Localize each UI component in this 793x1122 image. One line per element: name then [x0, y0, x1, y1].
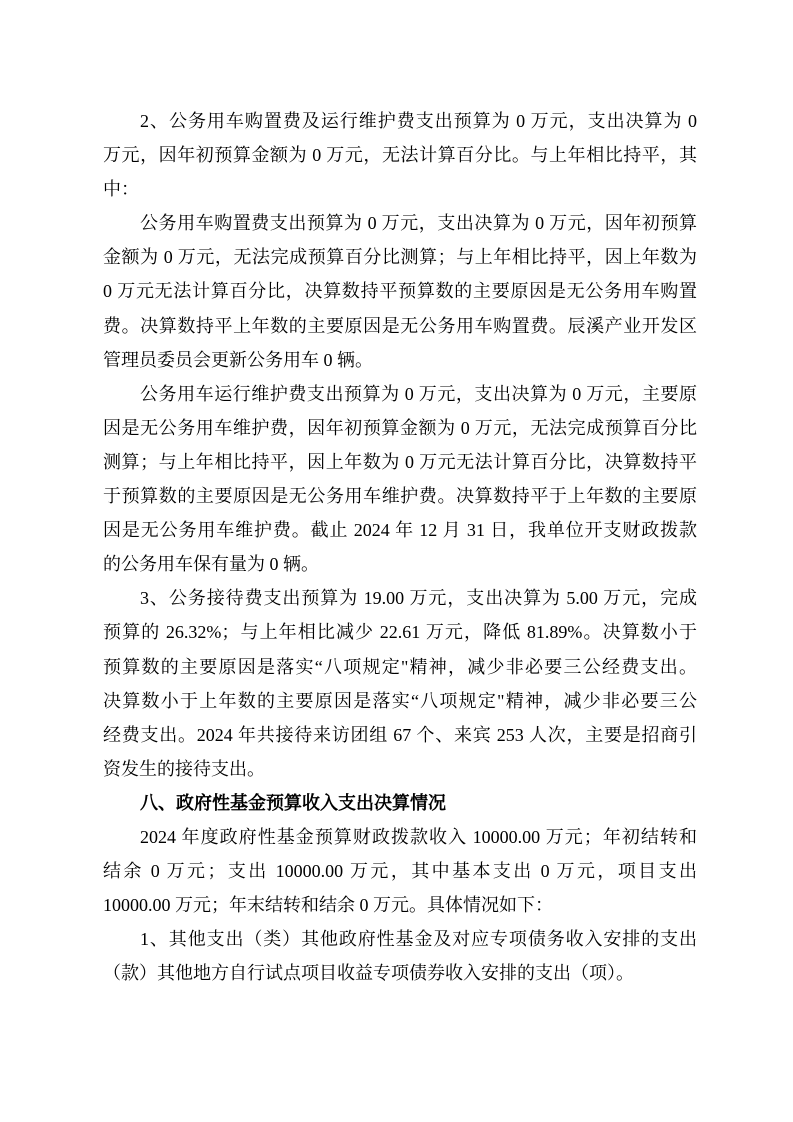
- text-line: 金额为 0 万元，无法完成预算百分比测算；与上年相比持平，因上年数为: [103, 247, 697, 268]
- paragraph-gov-fund-summary: [103, 820, 697, 922]
- paragraph-vehicle-purchase: [103, 206, 697, 376]
- text-line: 管理员委员会更新公务用车 0 辆。: [103, 349, 373, 370]
- text-line: 2、公务用车购置费及运行维护费支出预算为 0 万元，支出决算为 0: [140, 111, 697, 131]
- text-line: 结余 0 万元；支出 10000.00 万元，其中基本支出 0 万元，项目支出: [103, 861, 697, 882]
- text-line: 3、公务接待费支出预算为 19.00 万元，支出决算为 5.00 万元，完成: [140, 588, 697, 609]
- document-body: [103, 104, 697, 990]
- text-line: 的公务用车保有量为 0 辆。: [103, 554, 319, 575]
- text-line: 资发生的接待支出。: [103, 758, 265, 779]
- text-line: 0 万元无法计算百分比，决算数持平预算数的主要原因是无公务用车购置: [103, 281, 697, 302]
- text-line: 预算数的主要原因是落实“八项规定"精神，减少非必要三公经费支出。: [103, 656, 697, 677]
- paragraph-item-1: [103, 922, 697, 990]
- section-heading: 八、政府性基金预算收入支出决算情况: [140, 792, 446, 813]
- text-line: 10000.00 万元；年末结转和结余 0 万元。具体情况如下：: [103, 895, 553, 916]
- text-line: 决算数小于上年数的主要原因是落实“八项规定"精神，减少非必要三公: [103, 690, 697, 711]
- text-line: 2024 年度政府性基金预算财政拨款收入 10000.00 万元；年初结转和: [140, 826, 697, 847]
- text-line: 预算的 26.32%；与上年相比减少 22.61 万元，降低 81.89%。决算数小于: [103, 622, 697, 643]
- text-line: 万元，因年初预算金额为 0 万元，无法计算百分比。与上年相比持平，其: [103, 145, 697, 166]
- text-line: 于预算数的主要原因是无公务用车维护费。决算数持平于上年数的主要原: [103, 486, 697, 507]
- text-line: 公务用车购置费支出预算为 0 万元，支出决算为 0 万元，因年初预算: [140, 213, 697, 234]
- paragraph-reception-expenses: [103, 581, 697, 786]
- paragraph-vehicle-expenses: [103, 104, 697, 206]
- text-line: 因是无公务用车维护费，因年初预算金额为 0 万元，无法完成预算百分比: [103, 417, 697, 438]
- text-line: 因是无公务用车维护费。截止 2024 年 12 月 31 日，我单位开支财政拨款: [103, 520, 697, 541]
- text-line: （款）其他地方自行试点项目收益专项债券收入安排的支出（项）。: [103, 963, 634, 984]
- text-line: 中：: [103, 179, 139, 200]
- paragraph-vehicle-maintenance: [103, 377, 697, 582]
- text-line: 1、其他支出（类）其他政府性基金及对应专项债务收入安排的支出: [140, 929, 697, 950]
- section-heading-8: [103, 786, 697, 820]
- text-line: 测算；与上年相比持平，因上年数为 0 万元无法计算百分比，决算数持平: [103, 451, 697, 472]
- text-line: 经费支出。2024 年共接待来访团组 67 个、来宾 253 人次，主要是招商引: [103, 724, 697, 745]
- text-line: 费。决算数持平上年数的主要原因是无公务用车购置费。辰溪产业开发区: [103, 315, 697, 336]
- text-line: 公务用车运行维护费支出预算为 0 万元，支出决算为 0 万元，主要原: [140, 383, 697, 404]
